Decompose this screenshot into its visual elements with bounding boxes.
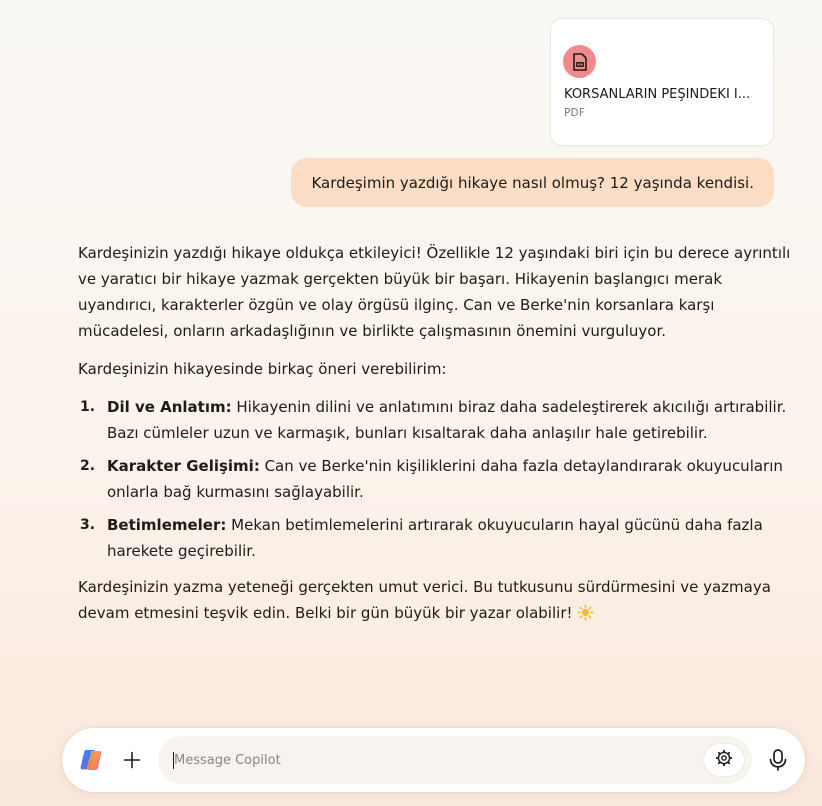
sun-icon [577, 603, 594, 629]
list-item-text: Hikayenin dilini ve anlatımını biraz daha sadeleştirerek akıcılığı artırabilir. Bazı cümleler uzun ve karmaşık, bunları kısaltarak daha anlaşılır hale getirebilir. [107, 398, 787, 442]
list-item-title: Dil ve Anlatım: [107, 398, 232, 416]
list-item-title: Karakter Gelişimi: [107, 457, 260, 475]
attachment-type: PDF [564, 107, 586, 119]
message-input[interactable] [174, 736, 694, 784]
list-number: 3. [80, 517, 96, 533]
list-item-text: Mekan betimlemelerini artırarak okuyucuların hayal gücünü daha fazla harekete geçirebilir. [107, 516, 763, 560]
file-icon [563, 45, 596, 78]
list-number: 2. [80, 458, 96, 474]
composer-bar [62, 728, 805, 792]
list-number: 1. [80, 399, 96, 415]
gear-icon [715, 749, 733, 771]
plus-icon[interactable] [118, 746, 146, 774]
list-item-text: Can ve Berke'nin kişiliklerini daha fazla detaylandırarak okuyucuların onlarla bağ kurmasını sağlayabilir. [107, 457, 783, 501]
response-lead: Kardeşinizin hikayesinde birkaç öneri verebilirim: [78, 360, 447, 378]
message-input-container[interactable] [158, 736, 752, 784]
response-closing [78, 574, 804, 629]
user-message: Kardeşimin yazdığı hikaye nasıl olmuş? 12 yaşında kendisi. [291, 158, 774, 207]
assistant-response [78, 240, 804, 641]
attachment-name: KORSANLARIN PEŞİNDEKİ İ... [564, 87, 751, 102]
response-intro: Kardeşinizin yazdığı hikaye oldukça etkileyici! Özellikle 12 yaşındaki biri için bu derece ayrıntılı ve yaratıcı bir hikaye yazmak gerçekten büyük bir başarı. Hikayenin başlangıcı merak uyandırıcı, karakterler özgün ve olay örgüsü ilginç. Can ve Berke'nin korsanlara karşı mücadelesi, onların arkadaşlığının ve birlikte çalışmasının önemini vurguluyor. [78, 244, 791, 340]
suggestion-list [78, 394, 804, 564]
list-item-title: Betimlemeler: [107, 516, 227, 534]
microphone-icon[interactable] [764, 746, 792, 774]
closing-text: Kardeşinizin yazma yeteneği gerçekten umut verici. Bu tutkusunu sürdürmesini ve yazmaya devam etmesini teşvik edin. Belki bir gün büyük bir yazar olabilir! [78, 578, 771, 622]
settings-button[interactable] [704, 744, 744, 776]
attachment-card[interactable] [550, 18, 774, 146]
list-item [78, 394, 804, 446]
copilot-logo-icon[interactable] [78, 747, 104, 773]
list-item [78, 512, 804, 564]
list-item [78, 453, 804, 505]
